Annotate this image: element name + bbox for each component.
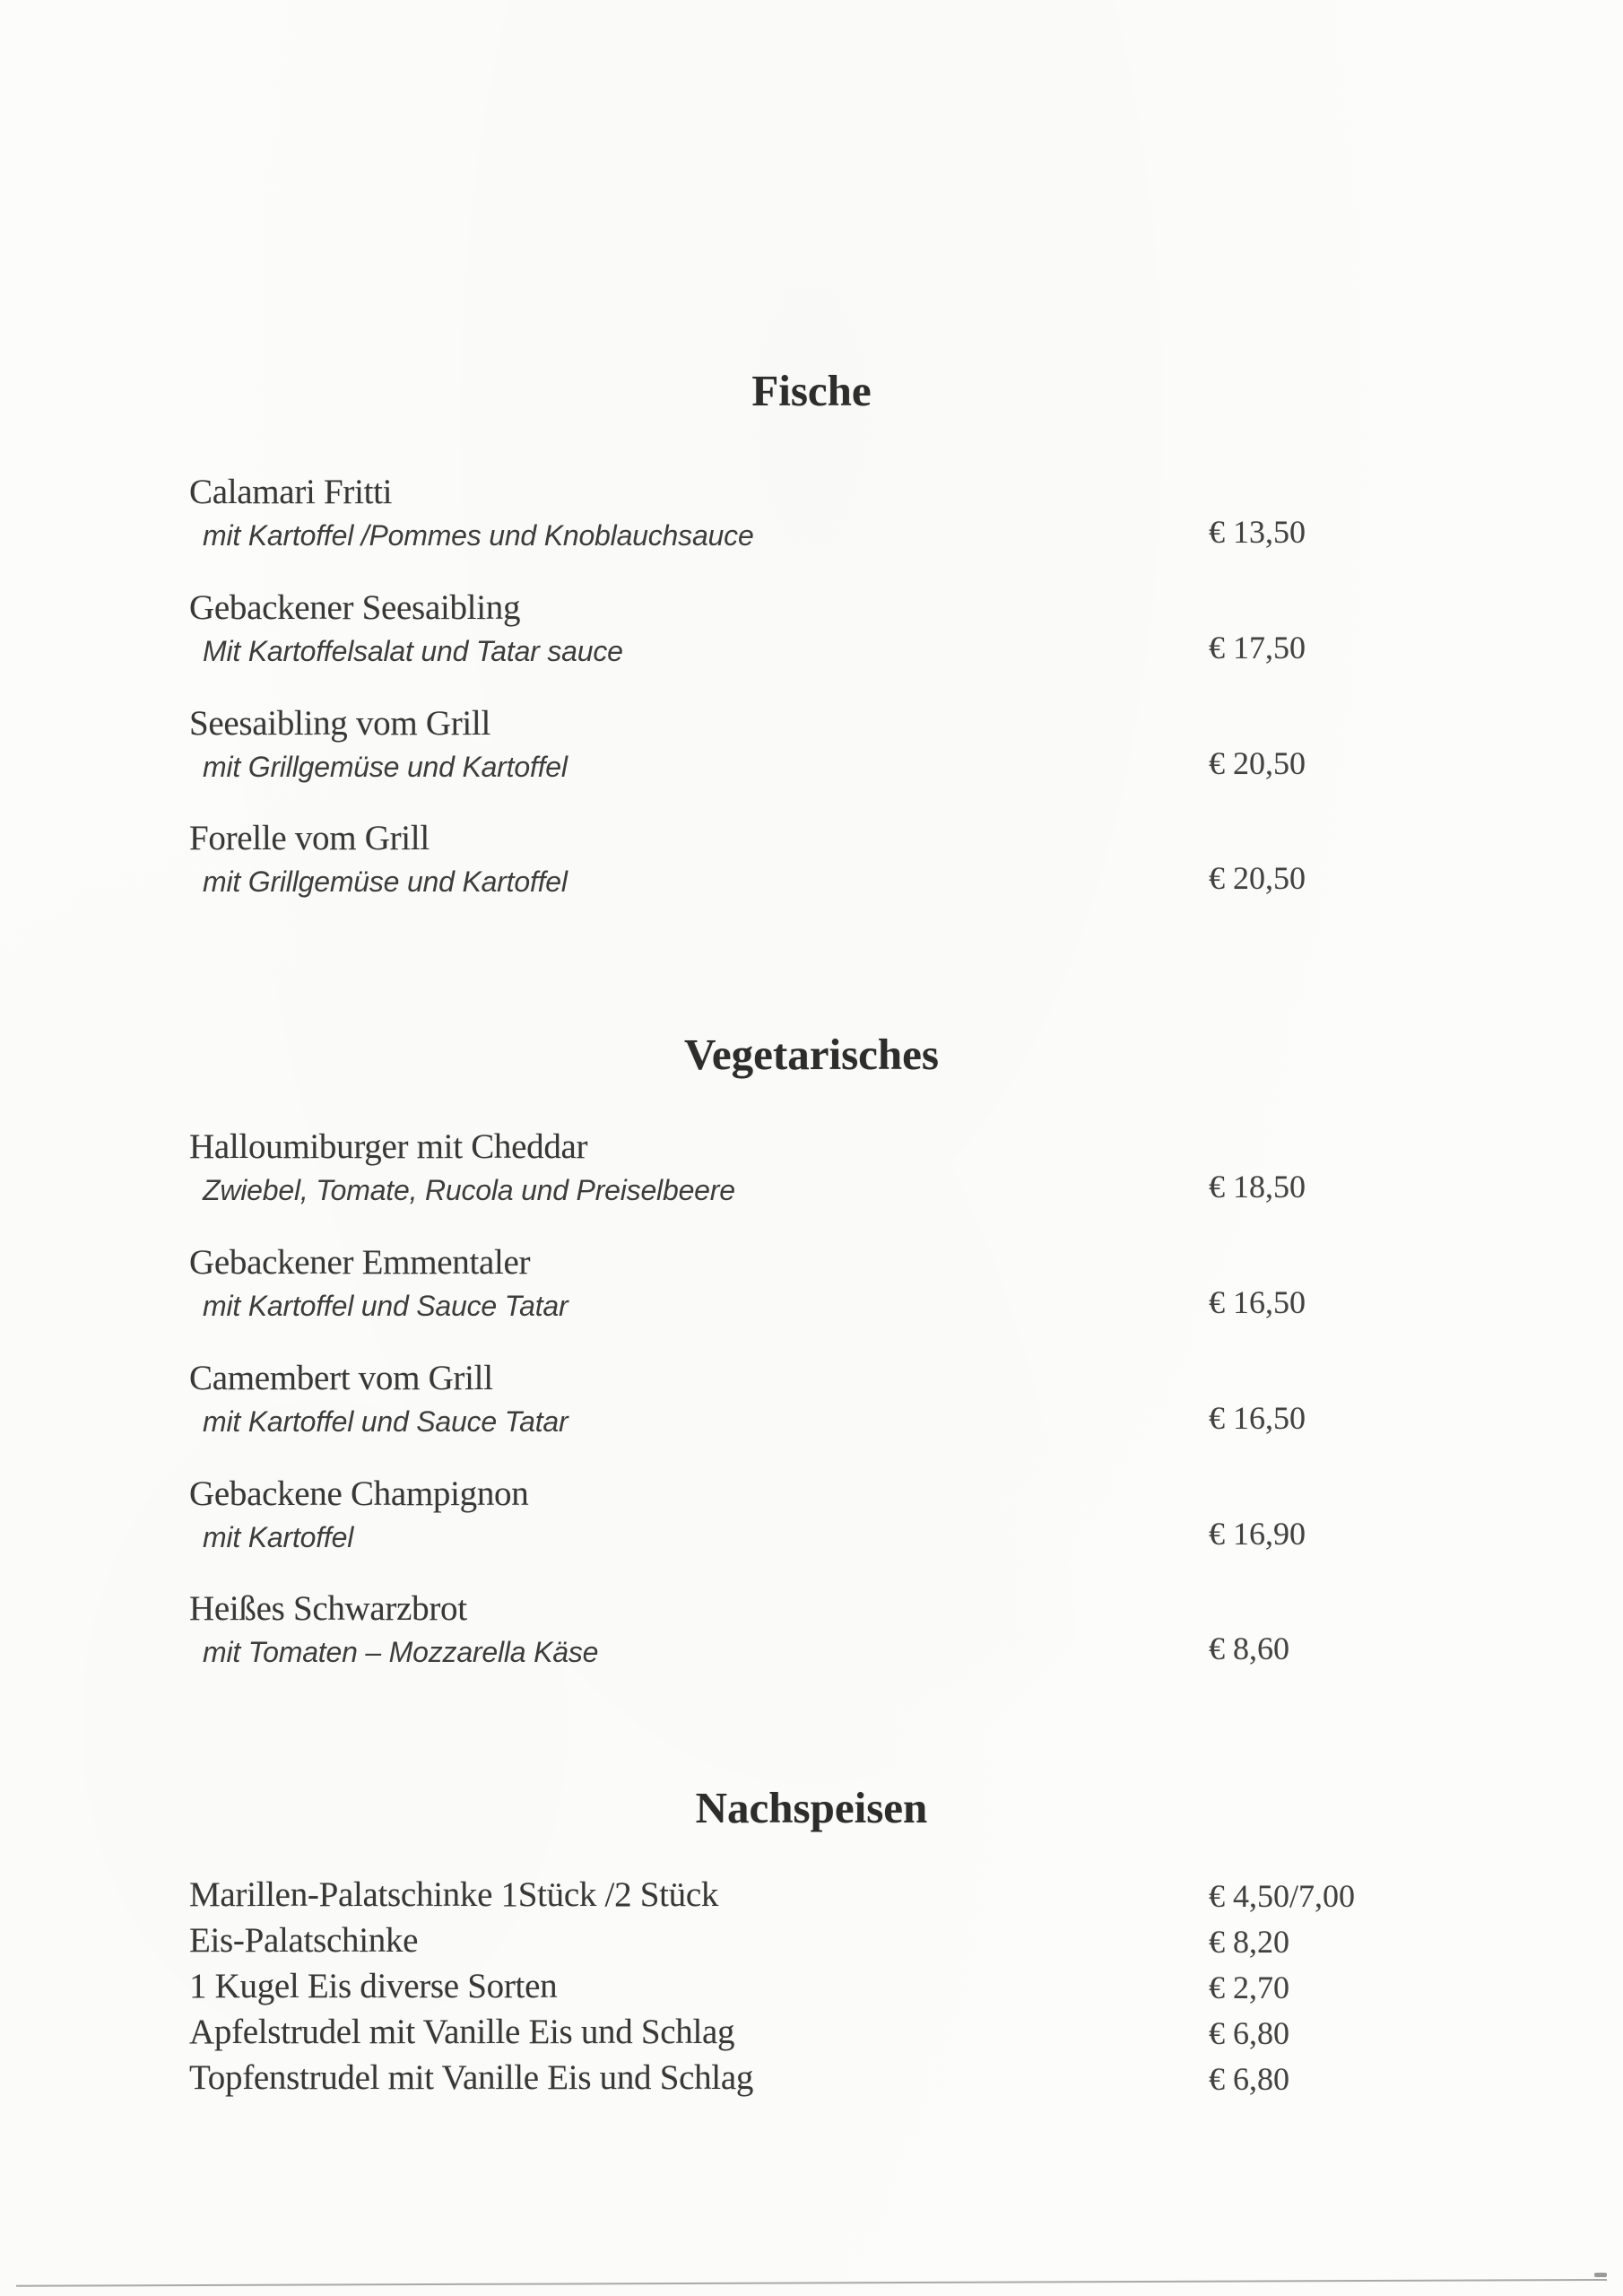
- menu-item-name: Eis-Palatschinke: [189, 1921, 419, 1960]
- menu-item-description: mit Kartoffel /Pommes und Knoblauchsauce: [203, 519, 754, 552]
- menu-item-name: Gebackener Emmentaler: [189, 1243, 531, 1282]
- menu-item-price: € 6,80: [1209, 2015, 1289, 2051]
- menu-item-price: € 6,80: [1209, 2061, 1289, 2097]
- menu-item-description: Mit Kartoffelsalat und Tatar sauce: [203, 635, 623, 667]
- menu-item-description: mit Grillgemüse und Kartoffel: [203, 751, 568, 783]
- menu-item-price: € 8,60: [1209, 1631, 1289, 1666]
- menu-item-price: € 2,70: [1209, 1970, 1289, 2005]
- scan-artifact-line: [16, 2279, 1607, 2287]
- menu-item-price: € 16,50: [1209, 1400, 1306, 1436]
- menu-item-name: Halloumiburger mit Cheddar: [189, 1127, 588, 1166]
- menu-item-price: € 4,50/7,00: [1209, 1878, 1356, 1914]
- menu-item-name: Topfenstrudel mit Vanille Eis und Schlag: [189, 2058, 754, 2097]
- menu-item-name: Apfelstrudel mit Vanille Eis und Schlag: [189, 2013, 735, 2051]
- menu-item-price: € 16,90: [1209, 1516, 1306, 1552]
- section-title-fische: Fische: [751, 366, 872, 415]
- menu-item-price: € 20,50: [1209, 745, 1306, 781]
- menu-item-price: € 18,50: [1209, 1169, 1306, 1205]
- menu-item-name: 1 Kugel Eis diverse Sorten: [189, 1967, 558, 2005]
- menu-item-description: mit Tomaten – Mozzarella Käse: [203, 1636, 599, 1668]
- scan-artifact-line-end: [1594, 2273, 1607, 2277]
- menu-item-price: € 16,50: [1209, 1284, 1306, 1320]
- menu-item-name: Seesaibling vom Grill: [189, 704, 490, 743]
- menu-item-description: mit Grillgemüse und Kartoffel: [203, 865, 568, 898]
- menu-item-name: Marillen-Palatschinke 1Stück /2 Stück: [189, 1875, 719, 1914]
- menu-item-name: Camembert vom Grill: [189, 1359, 493, 1397]
- menu-item-name: Heißes Schwarzbrot: [189, 1589, 467, 1628]
- section-title-nachspeisen: Nachspeisen: [695, 1783, 928, 1832]
- menu-item-price: € 17,50: [1209, 630, 1306, 665]
- menu-item-name: Forelle vom Grill: [189, 819, 430, 857]
- menu-item-name: Gebackene Champignon: [189, 1474, 529, 1513]
- menu-item-price: € 13,50: [1209, 514, 1306, 550]
- section-title-vegetarisches: Vegetarisches: [684, 1030, 939, 1079]
- menu-item-price: € 20,50: [1209, 860, 1306, 896]
- menu-item-name: Gebackener Seesaibling: [189, 588, 521, 627]
- menu-item-description: Zwiebel, Tomate, Rucola und Preiselbeere: [203, 1174, 735, 1206]
- menu-item-description: mit Kartoffel und Sauce Tatar: [203, 1405, 568, 1438]
- menu-item-description: mit Kartoffel: [203, 1521, 354, 1553]
- menu-item-description: mit Kartoffel und Sauce Tatar: [203, 1290, 568, 1322]
- menu-item-price: € 8,20: [1209, 1924, 1289, 1960]
- menu-item-name: Calamari Fritti: [189, 473, 393, 511]
